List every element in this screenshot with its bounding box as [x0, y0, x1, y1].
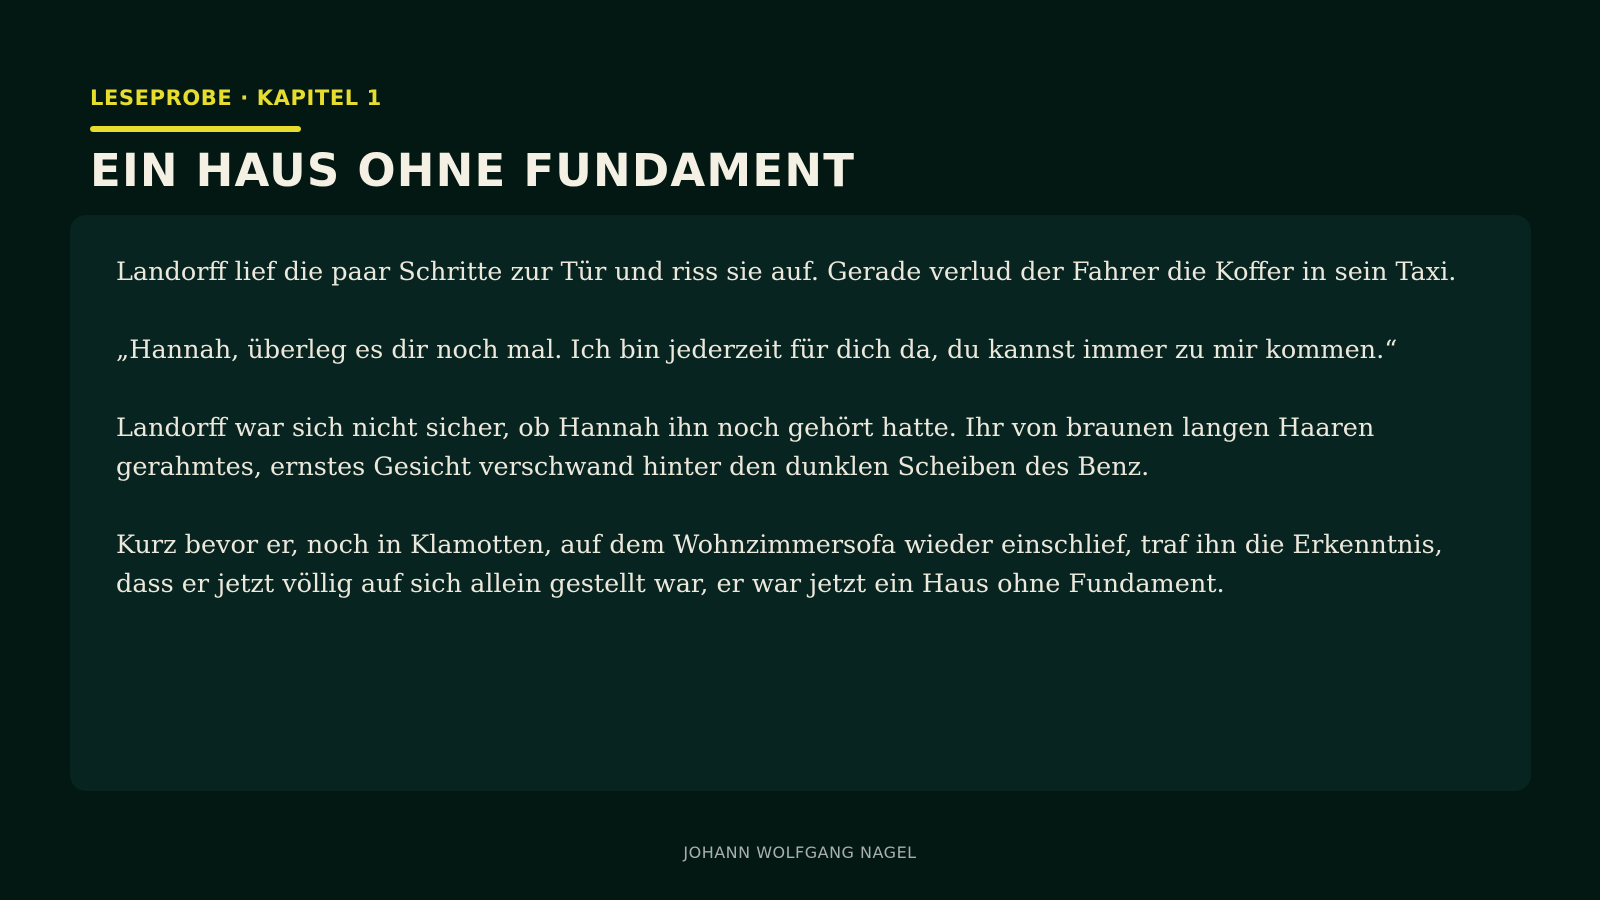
page-title: EIN HAUS OHNE FUNDAMENT	[90, 144, 856, 197]
chapter-kicker: LESEPROBE · KAPITEL 1	[90, 86, 382, 110]
excerpt-paragraph-2: „Hannah, überleg es dir noch mal. Ich bin jederzeit für dich da, du kannst immer zu mir kommen.“	[116, 335, 1398, 365]
excerpt-paragraph-3: Landorff war sich nicht sicher, ob Hannah ihn noch gehört hatte. Ihr von braunen langen Haaren gerahmtes, ernstes Gesicht verschwand hinter den dunklen Scheiben des Benz.	[116, 413, 1375, 482]
author-name: JOHANN WOLFGANG NAGEL	[683, 843, 917, 862]
excerpt-paragraph-1: Landorff lief die paar Schritte zur Tür und riss sie auf. Gerade verlud der Fahrer die Koffer in sein Taxi.	[116, 257, 1457, 287]
excerpt-text-card	[70, 215, 1531, 791]
excerpt-paragraph-4: Kurz bevor er, noch in Klamotten, auf dem Wohnzimmersofa wieder einschlief, traf ihn die Erkenntnis, dass er jetzt völlig auf sich allein gestellt war, er war jetzt ein Haus ohne Fundament.	[116, 530, 1443, 599]
kicker-underline	[90, 126, 301, 132]
